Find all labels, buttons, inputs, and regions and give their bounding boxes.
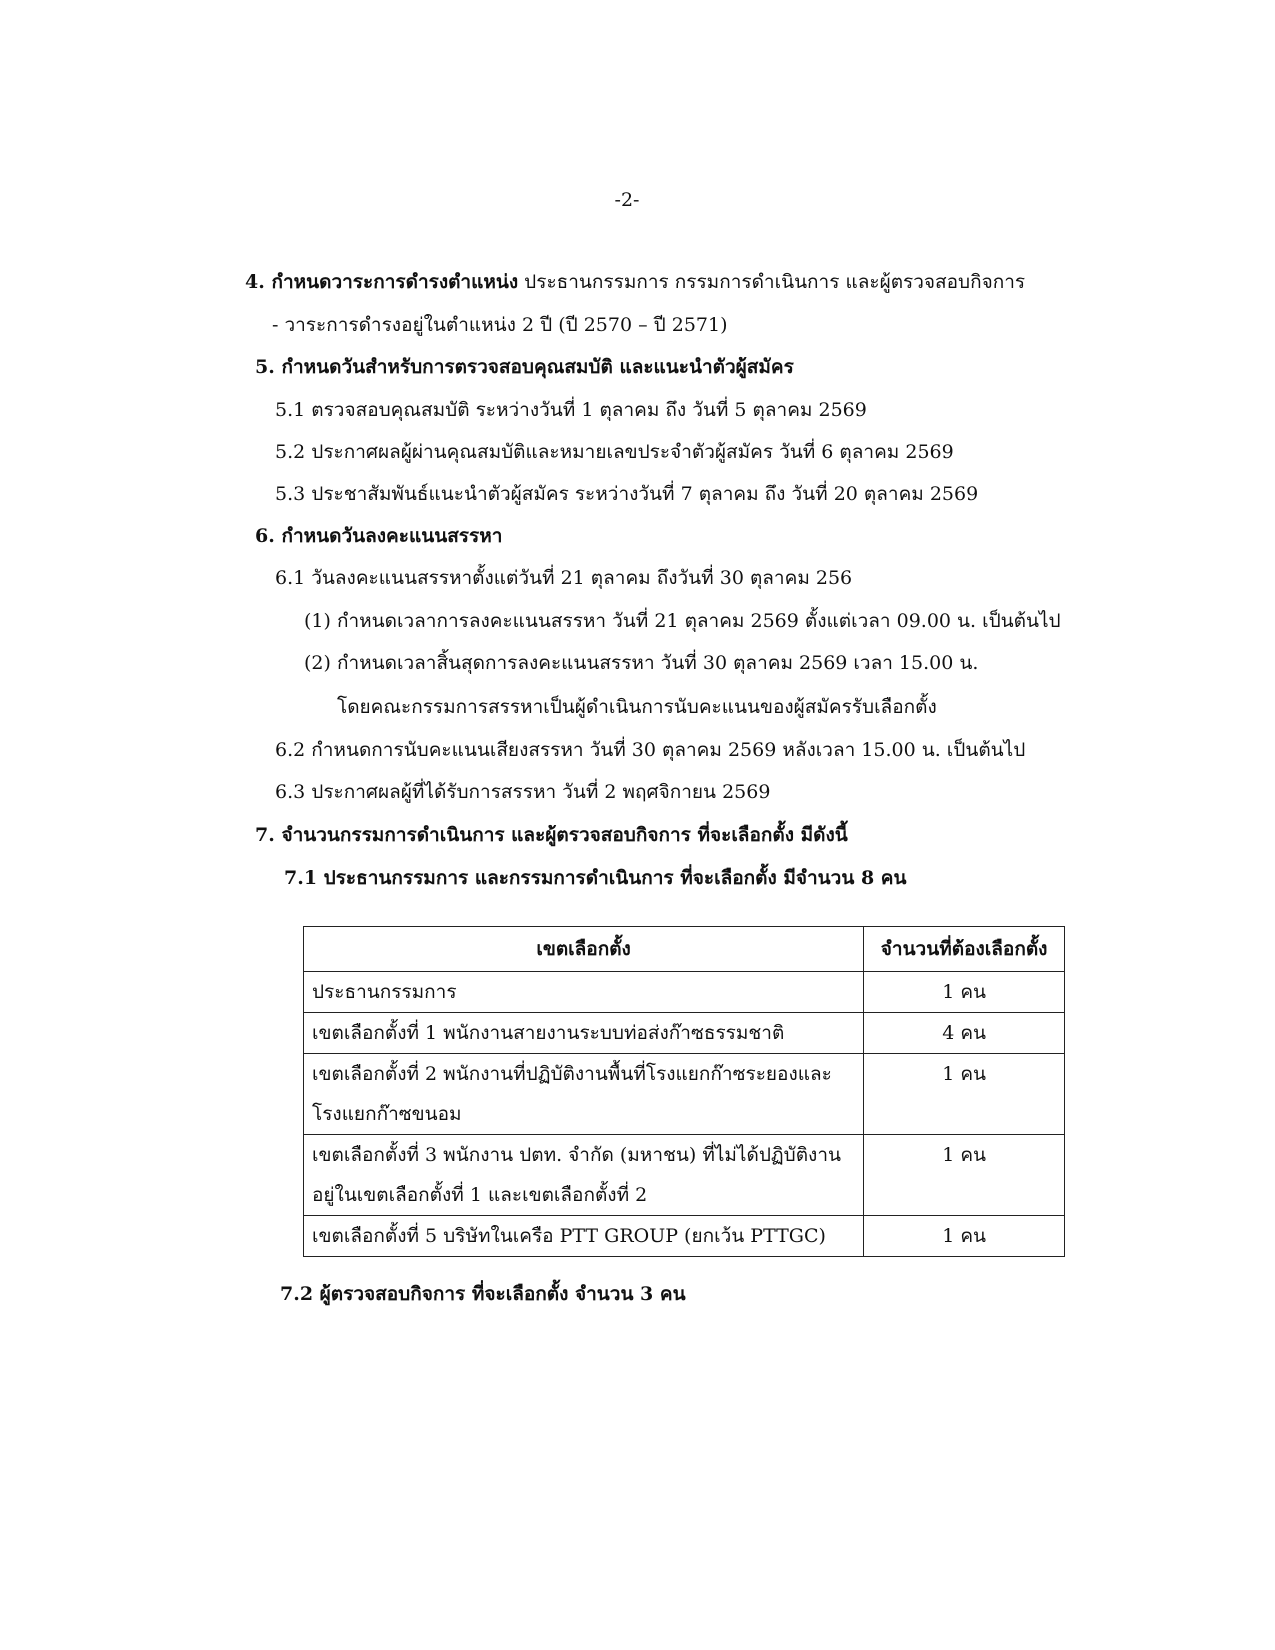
page-number: -2- [614, 189, 640, 211]
zone-cell: เขตเลือกตั้งที่ 2 พนักงานที่ปฏิบัติงานพื้นที่โรงแยกก๊าซระยองและโรงแยกก๊าซขนอม [304, 1054, 864, 1135]
section-5-heading: 5. กำหนดวันสำหรับการตรวจสอบคุณสมบัติ และแนะนำตัวผู้สมัคร [255, 356, 794, 378]
count-cell: 4 คน [864, 1013, 1065, 1054]
table-row [304, 972, 1065, 1013]
table-header-row [304, 927, 1065, 972]
section-6-item-1-sub-2-continued: โดยคณะกรรมการสรรหาเป็นผู้ดำเนินการนับคะแนนของผู้สมัครรับเลือกตั้ง [337, 696, 937, 718]
count-cell: 1 คน [864, 1054, 1065, 1135]
table-row [304, 1013, 1065, 1054]
section-4-term: - วาระการดำรงอยู่ในตำแหน่ง 2 ปี (ปี 2570 – ปี 2571) [272, 314, 728, 336]
section-4-heading: 4. กำหนดวาระการดำรงตำแหน่ง [245, 271, 519, 293]
table-row [304, 1054, 1065, 1135]
table-row [304, 1135, 1065, 1216]
column-header-count: จำนวนที่ต้องเลือกตั้ง [864, 927, 1065, 972]
section-6-item-2: 6.2 กำหนดการนับคะแนนเสียงสรรหา วันที่ 30 ตุลาคม 2569 หลังเวลา 15.00 น. เป็นต้นไป [275, 739, 1026, 761]
zone-cell: เขตเลือกตั้งที่ 1 พนักงานสายงานระบบท่อส่งก๊าซธรรมชาติ [304, 1013, 864, 1054]
section-7-1-heading: 7.1 ประธานกรรมการ และกรรมการดำเนินการ ที่จะเลือกตั้ง มีจำนวน 8 คน [284, 867, 907, 889]
section-6-item-3: 6.3 ประกาศผลผู้ที่ได้รับการสรรหา วันที่ 2 พฤศจิกายน 2569 [275, 781, 771, 803]
column-header-zone: เขตเลือกตั้ง [304, 927, 864, 972]
election-zone-table [303, 926, 1065, 1257]
section-6-item-1-sub-2: (2) กำหนดเวลาสิ้นสุดการลงคะแนนสรรหา วันที่ 30 ตุลาคม 2569 เวลา 15.00 น. [304, 652, 979, 674]
count-cell: 1 คน [864, 1135, 1065, 1216]
count-cell: 1 คน [864, 1216, 1065, 1257]
section-6-heading: 6. กำหนดวันลงคะแนนสรรหา [255, 525, 503, 547]
section-5-item: 5.1 ตรวจสอบคุณสมบัติ ระหว่างวันที่ 1 ตุลาคม ถึง วันที่ 5 ตุลาคม 2569 [275, 399, 867, 421]
section-7-heading: 7. จำนวนกรรมการดำเนินการ และผู้ตรวจสอบกิจการ ที่จะเลือกตั้ง มีดังนี้ [255, 824, 848, 846]
section-7-2-heading: 7.2 ผู้ตรวจสอบกิจการ ที่จะเลือกตั้ง จำนวน 3 คน [280, 1283, 686, 1305]
zone-cell: เขตเลือกตั้งที่ 5 บริษัทในเครือ PTT GROUP (ยกเว้น PTTGC) [304, 1216, 864, 1257]
section-6-item-1: 6.1 วันลงคะแนนสรรหาตั้งแต่วันที่ 21 ตุลาคม ถึงวันที่ 30 ตุลาคม 256 [275, 567, 853, 589]
zone-cell: เขตเลือกตั้งที่ 3 พนักงาน ปตท. จำกัด (มหาชน) ที่ไม่ได้ปฏิบัติงานอยู่ในเขตเลือกตั้งที่ 1 และเขตเลือกตั้งที่ 2 [304, 1135, 864, 1216]
table-row [304, 1216, 1065, 1257]
section-5-item: 5.2 ประกาศผลผู้ผ่านคุณสมบัติและหมายเลขประจำตัวผู้สมัคร วันที่ 6 ตุลาคม 2569 [275, 441, 954, 463]
section-4 [245, 270, 1025, 294]
count-cell: 1 คน [864, 972, 1065, 1013]
section-6-item-1-sub-1: (1) กำหนดเวลาการลงคะแนนสรรหา วันที่ 21 ตุลาคม 2569 ตั้งแต่เวลา 09.00 น. เป็นต้นไป [304, 610, 1061, 632]
section-5-item: 5.3 ประชาสัมพันธ์แนะนำตัวผู้สมัคร ระหว่างวันที่ 7 ตุลาคม ถึง วันที่ 20 ตุลาคม 2569 [275, 483, 979, 505]
section-4-text: ประธานกรรมการ กรรมการดำเนินการ และผู้ตรวจสอบกิจการ [518, 271, 1026, 293]
zone-cell: ประธานกรรมการ [304, 972, 864, 1013]
